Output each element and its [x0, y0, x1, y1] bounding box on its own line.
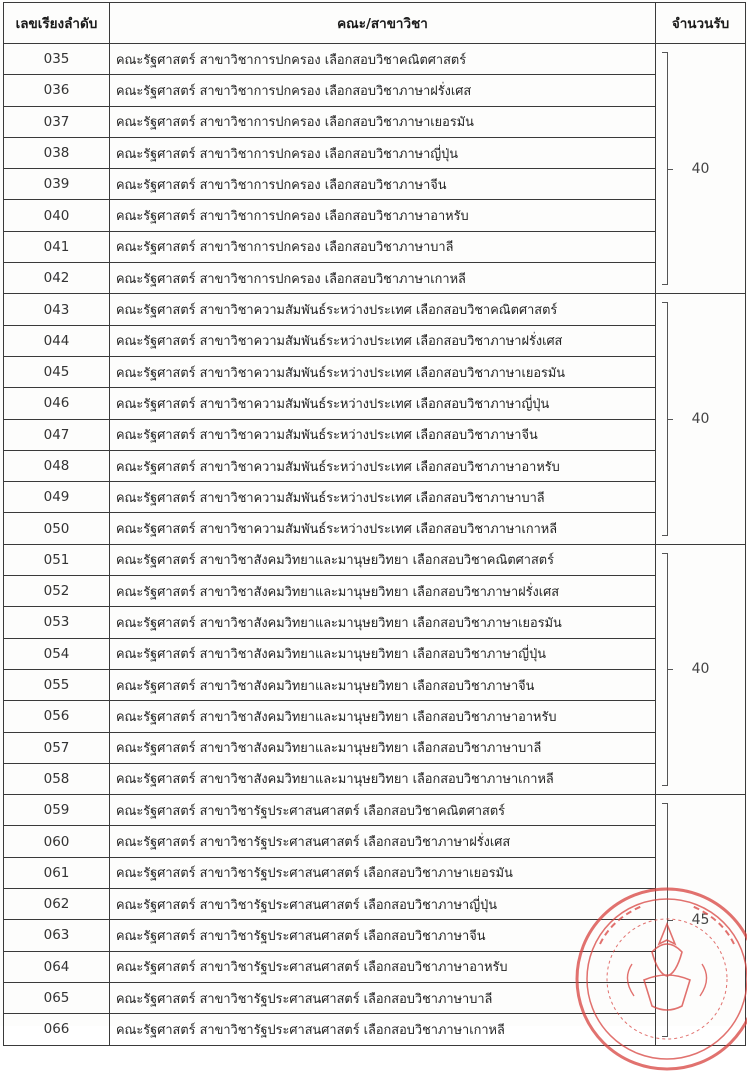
row-number: 064	[4, 951, 110, 982]
table-row	[4, 106, 746, 137]
row-number: 048	[4, 450, 110, 481]
row-program: คณะรัฐศาสตร์ สาขาวิชาความสัมพันธ์ระหว่างประเทศ เลือกสอบวิชาภาษาญี่ปุ่น	[110, 388, 656, 419]
group-capacity-value: 40	[691, 160, 710, 177]
row-program: คณะรัฐศาสตร์ สาขาวิชารัฐประศาสนศาสตร์ เลือกสอบวิชาภาษาอาหรับ	[110, 951, 656, 982]
group-capacity-cell	[656, 544, 746, 794]
row-number: 065	[4, 982, 110, 1013]
table-row	[4, 701, 746, 732]
row-number: 051	[4, 544, 110, 575]
row-number: 045	[4, 356, 110, 387]
row-program: คณะรัฐศาสตร์ สาขาวิชาสังคมวิทยาและมานุษยวิทยา เลือกสอบวิชาภาษาอาหรับ	[110, 701, 656, 732]
row-number: 058	[4, 763, 110, 794]
table-row	[4, 356, 746, 387]
table-row	[4, 294, 746, 325]
table-row	[4, 795, 746, 826]
table-row	[4, 857, 746, 888]
row-number: 044	[4, 325, 110, 356]
row-number: 039	[4, 169, 110, 200]
row-program: คณะรัฐศาสตร์ สาขาวิชารัฐประศาสนศาสตร์ เลือกสอบวิชาภาษาญี่ปุ่น	[110, 889, 656, 920]
row-program: คณะรัฐศาสตร์ สาขาวิชาสังคมวิทยาและมานุษยวิทยา เลือกสอบวิชาภาษาจีน	[110, 669, 656, 700]
table-row	[4, 732, 746, 763]
row-number: 053	[4, 607, 110, 638]
table-row	[4, 576, 746, 607]
table-row	[4, 200, 746, 231]
row-program: คณะรัฐศาสตร์ สาขาวิชาความสัมพันธ์ระหว่างประเทศ เลือกสอบวิชาคณิตศาสตร์	[110, 294, 656, 325]
row-program: คณะรัฐศาสตร์ สาขาวิชาความสัมพันธ์ระหว่างประเทศ เลือกสอบวิชาภาษาฝรั่งเศส	[110, 325, 656, 356]
table-row	[4, 263, 746, 294]
row-number: 042	[4, 263, 110, 294]
row-program: คณะรัฐศาสตร์ สาขาวิชาการปกครอง เลือกสอบวิชาคณิตศาสตร์	[110, 44, 656, 75]
row-program: คณะรัฐศาสตร์ สาขาวิชาการปกครอง เลือกสอบวิชาภาษาฝรั่งเศส	[110, 75, 656, 106]
row-program: คณะรัฐศาสตร์ สาขาวิชาสังคมวิทยาและมานุษยวิทยา เลือกสอบวิชาภาษาบาลี	[110, 732, 656, 763]
group-capacity-value: 40	[691, 411, 710, 428]
row-number: 035	[4, 44, 110, 75]
table-row	[4, 419, 746, 450]
group-capacity-cell	[656, 795, 746, 1045]
row-program: คณะรัฐศาสตร์ สาขาวิชาการปกครอง เลือกสอบวิชาภาษาเกาหลี	[110, 263, 656, 294]
row-number: 056	[4, 701, 110, 732]
table-row	[4, 826, 746, 857]
table-row	[4, 951, 746, 982]
row-number: 046	[4, 388, 110, 419]
row-number: 047	[4, 419, 110, 450]
row-number: 040	[4, 200, 110, 231]
table-row	[4, 1014, 746, 1045]
row-program: คณะรัฐศาสตร์ สาขาวิชาสังคมวิทยาและมานุษยวิทยา เลือกสอบวิชาภาษาเกาหลี	[110, 763, 656, 794]
group-capacity-value: 40	[691, 661, 710, 678]
row-program: คณะรัฐศาสตร์ สาขาวิชาสังคมวิทยาและมานุษยวิทยา เลือกสอบวิชาคณิตศาสตร์	[110, 544, 656, 575]
row-number: 041	[4, 231, 110, 262]
row-number: 043	[4, 294, 110, 325]
header-number: เลขเรียงลำดับ	[4, 3, 110, 44]
table-row	[4, 231, 746, 262]
group-brace-tip	[667, 920, 673, 921]
table-header-row	[4, 3, 746, 44]
group-capacity-value: 45	[691, 911, 710, 928]
row-number: 061	[4, 857, 110, 888]
table-row	[4, 75, 746, 106]
table-row	[4, 544, 746, 575]
table-row	[4, 44, 746, 75]
table-body	[4, 44, 746, 1046]
row-program: คณะรัฐศาสตร์ สาขาวิชาความสัมพันธ์ระหว่างประเทศ เลือกสอบวิชาภาษาอาหรับ	[110, 450, 656, 481]
table-row	[4, 325, 746, 356]
row-number: 066	[4, 1014, 110, 1045]
row-program: คณะรัฐศาสตร์ สาขาวิชาสังคมวิทยาและมานุษยวิทยา เลือกสอบวิชาภาษาฝรั่งเศส	[110, 576, 656, 607]
row-number: 038	[4, 137, 110, 168]
row-program: คณะรัฐศาสตร์ สาขาวิชารัฐประศาสนศาสตร์ เลือกสอบวิชาภาษาเกาหลี	[110, 1014, 656, 1045]
row-number: 049	[4, 482, 110, 513]
admission-table	[3, 2, 746, 1046]
table-row	[4, 920, 746, 951]
row-number: 057	[4, 732, 110, 763]
table-row	[4, 638, 746, 669]
row-program: คณะรัฐศาสตร์ สาขาวิชาความสัมพันธ์ระหว่างประเทศ เลือกสอบวิชาภาษาบาลี	[110, 482, 656, 513]
table-row	[4, 137, 746, 168]
row-program: คณะรัฐศาสตร์ สาขาวิชาการปกครอง เลือกสอบวิชาภาษาบาลี	[110, 231, 656, 262]
row-program: คณะรัฐศาสตร์ สาขาวิชารัฐประศาสนศาสตร์ เลือกสอบวิชาภาษาฝรั่งเศส	[110, 826, 656, 857]
table-row	[4, 982, 746, 1013]
row-program: คณะรัฐศาสตร์ สาขาวิชาการปกครอง เลือกสอบวิชาภาษาจีน	[110, 169, 656, 200]
row-program: คณะรัฐศาสตร์ สาขาวิชาการปกครอง เลือกสอบวิชาภาษาอาหรับ	[110, 200, 656, 231]
row-program: คณะรัฐศาสตร์ สาขาวิชาความสัมพันธ์ระหว่างประเทศ เลือกสอบวิชาภาษาเยอรมัน	[110, 356, 656, 387]
table-row	[4, 450, 746, 481]
group-brace-tip	[667, 169, 673, 170]
row-number: 037	[4, 106, 110, 137]
header-capacity: จำนวนรับ	[656, 3, 746, 44]
row-program: คณะรัฐศาสตร์ สาขาวิชาการปกครอง เลือกสอบวิชาภาษาเยอรมัน	[110, 106, 656, 137]
table-row	[4, 889, 746, 920]
row-number: 054	[4, 638, 110, 669]
table-row	[4, 169, 746, 200]
group-capacity-cell	[656, 44, 746, 294]
row-program: คณะรัฐศาสตร์ สาขาวิชาการปกครอง เลือกสอบวิชาภาษาญี่ปุ่น	[110, 137, 656, 168]
row-program: คณะรัฐศาสตร์ สาขาวิชารัฐประศาสนศาสตร์ เลือกสอบวิชาภาษาจีน	[110, 920, 656, 951]
row-number: 055	[4, 669, 110, 700]
row-program: คณะรัฐศาสตร์ สาขาวิชารัฐประศาสนศาสตร์ เลือกสอบวิชาภาษาบาลี	[110, 982, 656, 1013]
row-number: 050	[4, 513, 110, 544]
header-program: คณะ/สาขาวิชา	[110, 3, 656, 44]
row-program: คณะรัฐศาสตร์ สาขาวิชาความสัมพันธ์ระหว่างประเทศ เลือกสอบวิชาภาษาเกาหลี	[110, 513, 656, 544]
row-number: 036	[4, 75, 110, 106]
row-program: คณะรัฐศาสตร์ สาขาวิชาสังคมวิทยาและมานุษยวิทยา เลือกสอบวิชาภาษาญี่ปุ่น	[110, 638, 656, 669]
row-number: 059	[4, 795, 110, 826]
row-program: คณะรัฐศาสตร์ สาขาวิชารัฐประศาสนศาสตร์ เลือกสอบวิชาภาษาเยอรมัน	[110, 857, 656, 888]
table-row	[4, 388, 746, 419]
row-program: คณะรัฐศาสตร์ สาขาวิชารัฐประศาสนศาสตร์ เลือกสอบวิชาคณิตศาสตร์	[110, 795, 656, 826]
table-row	[4, 482, 746, 513]
row-number: 060	[4, 826, 110, 857]
group-brace-tip	[667, 669, 673, 670]
group-brace-tip	[667, 419, 673, 420]
table-row	[4, 513, 746, 544]
table-row	[4, 669, 746, 700]
row-number: 063	[4, 920, 110, 951]
row-number: 052	[4, 576, 110, 607]
group-capacity-cell	[656, 294, 746, 544]
table-row	[4, 763, 746, 794]
row-number: 062	[4, 889, 110, 920]
row-program: คณะรัฐศาสตร์ สาขาวิชาสังคมวิทยาและมานุษยวิทยา เลือกสอบวิชาภาษาเยอรมัน	[110, 607, 656, 638]
row-program: คณะรัฐศาสตร์ สาขาวิชาความสัมพันธ์ระหว่างประเทศ เลือกสอบวิชาภาษาจีน	[110, 419, 656, 450]
table-row	[4, 607, 746, 638]
